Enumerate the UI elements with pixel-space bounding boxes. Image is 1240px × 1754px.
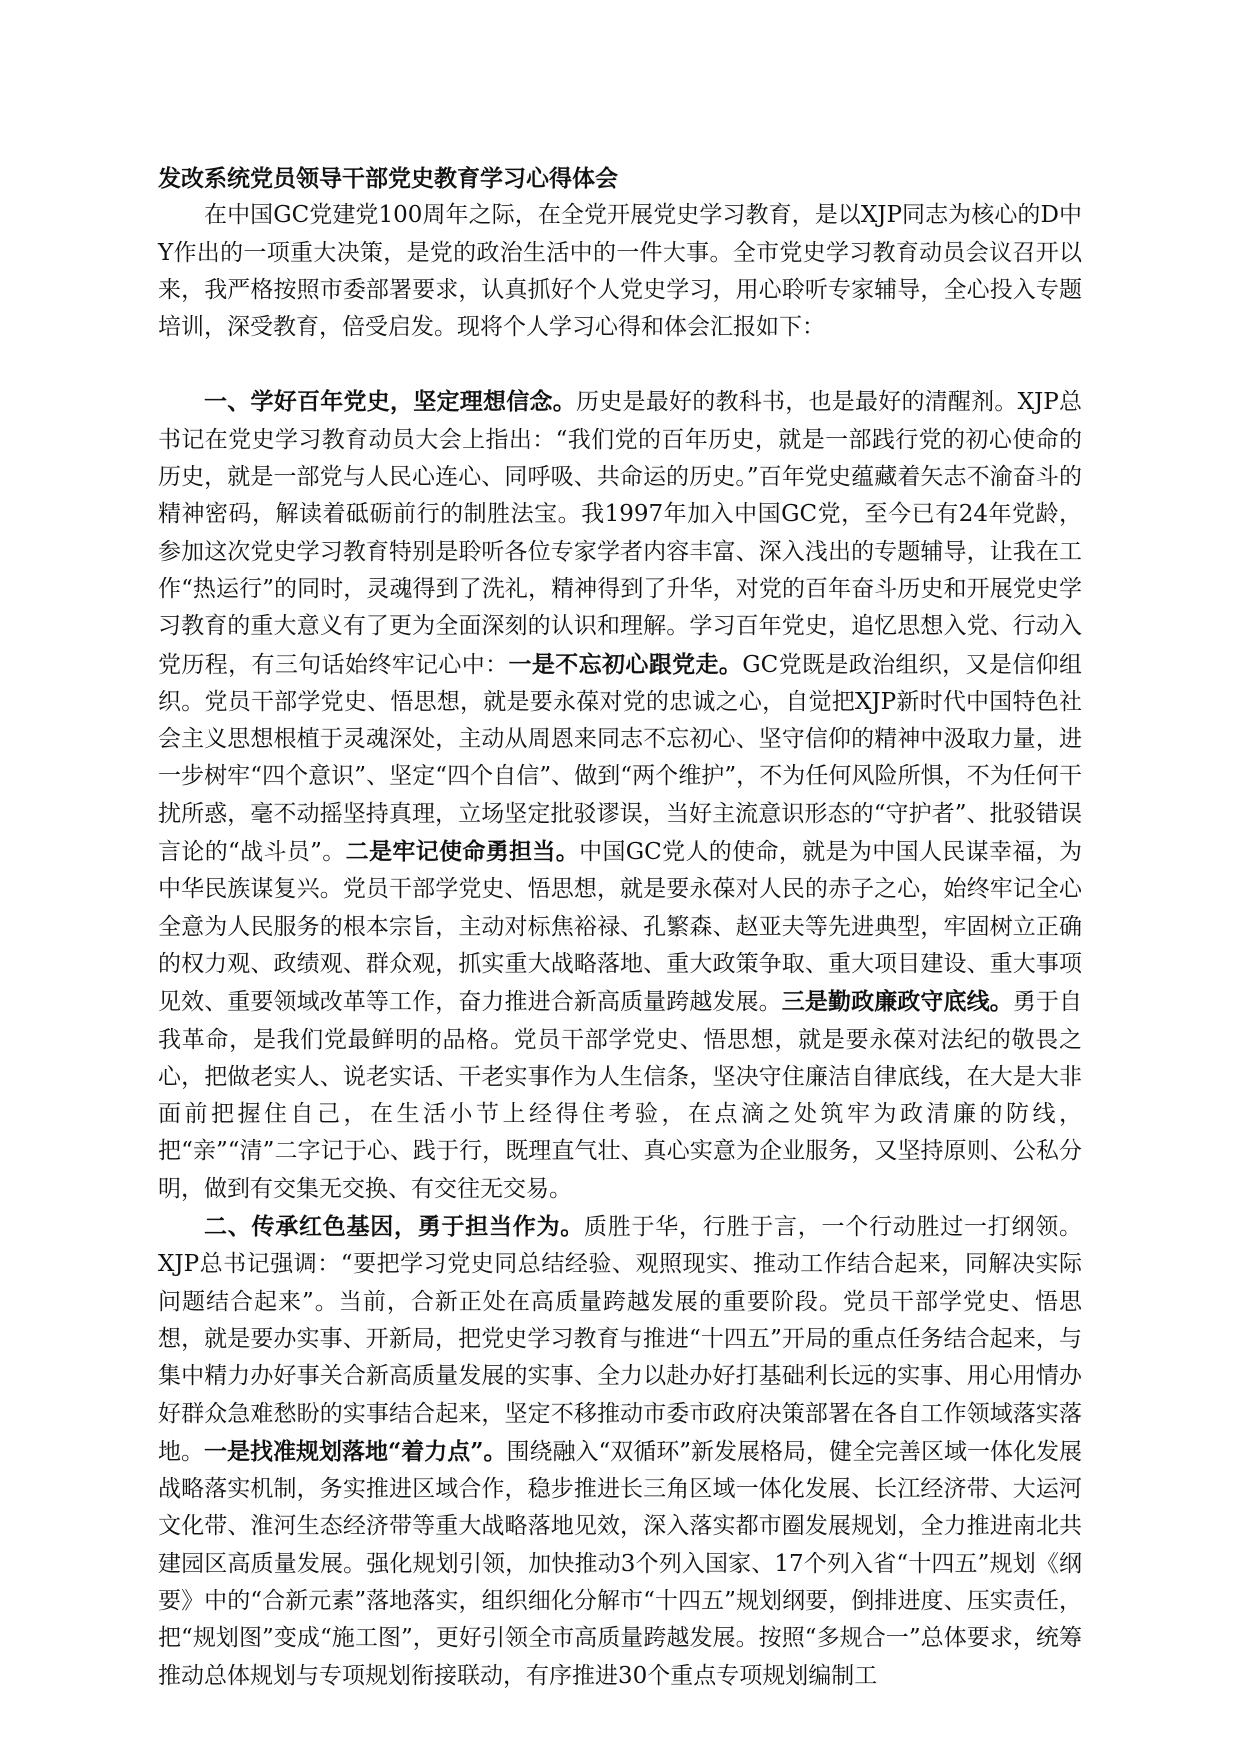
intro-paragraph: 在中国GC党建党100周年之际，在全党开展党史学习教育，是以XJP同志为核心的D中Y作出的一项重大决策，是党的政治生活中的一件大事。全市党史学习教育动员会议召开以来，我严格按照市委部署要求，认真抓好个人党史学习，用心聆听专家辅导，全心投入专题培训，深受教育，倍受启发。现将个人学习心得和体会汇报如下： xyxy=(158,202,1082,341)
section-1-point-2: 二是牢记使命勇担当。 xyxy=(345,838,580,866)
section-1-text-1: 历史是最好的教科书，也是最好的清醒剂。XJP总书记在党史学习教育动员大会上指出：“我们党的百年历史，就是一部践行党的初心使命的历史，就是一部党与人民心连心、同呼吸、共命运的历史。”百年党史蕴藏着矢志不渝奋斗的精神密码，解读着砥砺前行的制胜法宝。我1997年加入中国GC党，至今已有24年党龄，参加这次党史学习教育特别是聆听各位专家学者内容丰富、深入浅出的专题辅导，让我在工作“热运行”的同时，灵魂得到了洗礼，精神得到了升华，对党的百年奋斗历史和开展党史学习教育的重大意义有了更为全面深刻的认识和理解。学习百年党史，追忆思想入党、行动入党历程，有三句话始终牢记心中： xyxy=(158,389,1082,678)
section-2-text-2: 围绕融入“双循环”新发展格局，健全完善区域一体化发展战略落实机制，务实推进区域合作，稳步推进长三角区域一体化发展、长江经济带、大运河文化带、淮河生态经济带等重大战略落地见效，深入落实都市圈发展规划，全力推进南北共建园区高质量发展。强化规划引领，加快推动3个列入国家、17个列入省“十四五”规划《纲要》中的“合新元素”落地落实，组织细化分解市“十四五”规划纲要，倒排进度、压实责任，把“规划图”变成“施工图”，更好引领全市高质量跨越发展。按照“多规合一”总体要求，统筹推动总体规划与专项规划衔接联动，有序推进30个重点专项规划编制工 xyxy=(158,1438,1082,1689)
section-2-heading: 二、传承红色基因，勇于担当作为。 xyxy=(204,1213,584,1241)
document-page xyxy=(158,160,1082,1695)
section-1-point-1: 一是不忘初心跟党走。 xyxy=(508,650,743,678)
section-1-point-3: 三是勤政廉政守底线。 xyxy=(781,988,1013,1016)
section-1-text-2: GC党既是政治组织，又是信仰组织。党员干部学党史、悟思想，就是要永葆对党的忠诚之心，自觉把XJP新时代中国特色社会主义思想根植于灵魂深处，主动从周恩来同志不忘初心、坚守信仰的精神中汲取力量，进一步树牢“四个意识”、坚定“四个自信”、做到“两个维护”，不为任何风险所惧，不为任何干扰所惑，毫不动摇坚持真理，立场坚定批驳谬误，当好主流意识形态的“守护者”、批驳错误言论的“战斗员”。 xyxy=(158,651,1083,866)
section-2-point-1: 一是找准规划落地“着力点”。 xyxy=(204,1437,507,1465)
section-1-paragraph xyxy=(158,383,1082,1208)
section-2-paragraph xyxy=(158,1208,1082,1695)
section-1-heading: 一、学好百年党史，坚定理想信念。 xyxy=(204,388,576,416)
document-title: 发改系统党员领导干部党史教育学习心得体会 xyxy=(158,165,618,192)
section-1-text-3: 中国GC党人的使命，就是为中国人民谋幸福，为中华民族谋复兴。党员干部学党史、悟思想，就是要永葆对人民的赤子之心，始终牢记全心全意为人民服务的根本宗旨，主动对标焦裕禄、孔繁森、赵亚夫等先进典型，牢固树立正确的权力观、政绩观、群众观，抓实重大战略落地、重大政策争取、重大项目建设、重大事项见效、重要领域改革等工作，奋力推进合新高质量跨越发展。 xyxy=(158,839,1082,1016)
section-2-text-1: 质胜于华，行胜于言，一个行动胜过一打纲领。XJP总书记强调：“要把学习党史同总结经验、观照现实、推动工作结合起来，同解决实际问题结合起来”。当前，合新正处在高质量跨越发展的重要阶段。党员干部学党史、悟思想，就是要办实事、开新局，把党史学习教育与推进“十四五”开局的重点任务结合起来，与集中精力办好事关合新高质量发展的实事、全力以赴办好打基础利长远的实事、用心用情办好群众急难愁盼的实事结合起来，坚定不移推动市委市政府决策部署在各自工作领域落实落地。 xyxy=(158,1214,1082,1465)
section-1-text-4: 勇于自我革命，是我们党最鲜明的品格。党员干部学党史、悟思想，就是要永葆对法纪的敬畏之心，把做老实人、说老实话、干老实事作为人生信条，坚决守住廉洁自律底线，在大是大非面前把握住自己，在生活小节上经得住考验，在点滴之处筑牢为政清廉的防线，把“亲”“清”二字记于心、践于行，既理直气壮、真心实意为企业服务，又坚持原则、公私分明，做到有交集无交换、有交往无交易。 xyxy=(158,989,1083,1202)
